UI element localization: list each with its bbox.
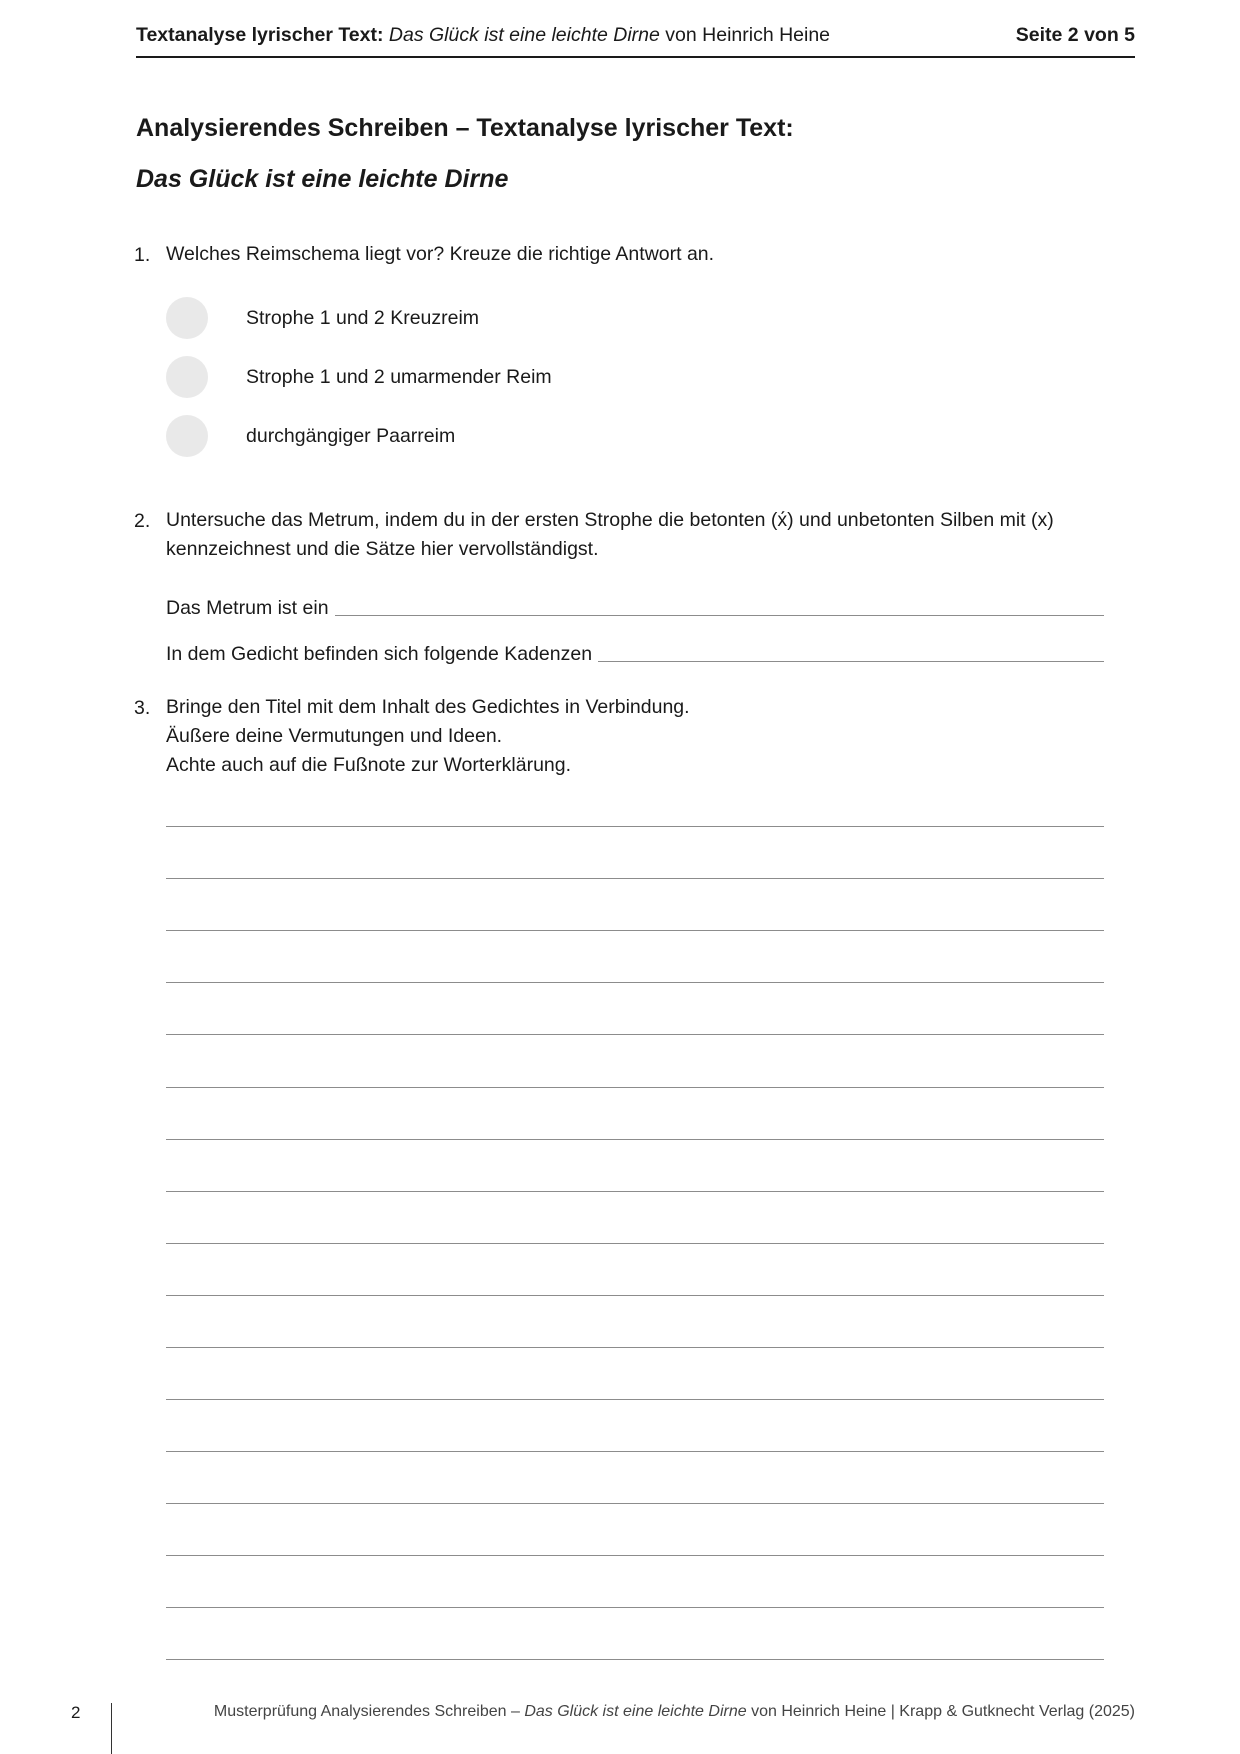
- task1-option-label: Strophe 1 und 2 umarmender Reim: [246, 365, 552, 388]
- footer-divider: [111, 1703, 112, 1754]
- answer-line[interactable]: [166, 930, 1104, 931]
- metrum-answer-field[interactable]: [335, 613, 1104, 616]
- task1-option-3[interactable]: [166, 415, 666, 457]
- answer-line[interactable]: [166, 1399, 1104, 1400]
- answer-line[interactable]: [166, 1139, 1104, 1140]
- task1-option-label: durchgängiger Paarreim: [246, 424, 456, 447]
- footer-text: [214, 1703, 1135, 1721]
- header-page-info: Seite 2 von 5: [1015, 24, 1135, 46]
- answer-line[interactable]: [166, 1295, 1104, 1296]
- kadenzen-answer-field[interactable]: [598, 659, 1104, 662]
- task1-question: Welches Reimschema liegt vor? Kreuze die richtige Antwort an.: [166, 243, 715, 265]
- footer-text-before: Musterprüfung Analysierendes Schreiben –: [213, 1703, 520, 1720]
- fill-label-metrum: Das Metrum ist ein: [166, 597, 329, 619]
- footer-page-number: 2: [71, 1703, 81, 1722]
- answer-line[interactable]: [166, 1034, 1104, 1035]
- task3-line1: Bringe den Titel mit dem Inhalt des Gedichtes in Verbindung.: [166, 696, 690, 718]
- task1-option-1[interactable]: [166, 297, 666, 339]
- footer-text-italic: Das Glück ist eine leichte Dirne: [524, 1703, 747, 1720]
- answer-line[interactable]: [166, 878, 1104, 879]
- answer-line[interactable]: [166, 1503, 1104, 1504]
- answer-line[interactable]: [166, 1451, 1104, 1452]
- task1-option-label: Strophe 1 und 2 Kreuzreim: [246, 306, 480, 329]
- radio-circle-icon[interactable]: [166, 356, 208, 398]
- task2-fill-kadenzen: [166, 638, 1104, 668]
- header-title-italic: Das Glück ist eine leichte Dirne: [388, 24, 660, 46]
- fill-label-kadenzen: In dem Gedicht befinden sich folgende Kadenzen: [166, 643, 593, 665]
- header-title: [136, 24, 830, 47]
- answer-line[interactable]: [166, 1659, 1104, 1660]
- footer-text-after: von Heinrich Heine | Krapp & Gutknecht Verlag (2025): [751, 1703, 1135, 1720]
- poem-title: Das Glück ist eine leichte Dirne: [136, 165, 509, 193]
- answer-line[interactable]: [166, 1555, 1104, 1556]
- task3-number: 3.: [134, 697, 151, 719]
- task1-number: 1.: [134, 244, 151, 266]
- radio-circle-icon[interactable]: [166, 415, 208, 457]
- header-title-bold: Textanalyse lyrischer Text:: [136, 24, 384, 46]
- header-title-author: von Heinrich Heine: [665, 24, 831, 46]
- answer-line[interactable]: [166, 982, 1104, 983]
- radio-circle-icon[interactable]: [166, 297, 208, 339]
- page-header: [136, 22, 1135, 58]
- answer-line[interactable]: [166, 1087, 1104, 1088]
- task3-line2: Äußere deine Vermutungen und Ideen.: [166, 725, 503, 747]
- answer-line[interactable]: [166, 1347, 1104, 1348]
- answer-line[interactable]: [166, 1243, 1104, 1244]
- answer-line[interactable]: [166, 1607, 1104, 1608]
- answer-line[interactable]: [166, 826, 1104, 827]
- task2-fill-metrum: [166, 592, 1104, 622]
- task2-question-line1: Untersuche das Metrum, indem du in der ersten Strophe die betonten (x́) und unbetonten Silben mit (x): [166, 509, 1054, 531]
- task2-question-line2: kennzeichnest und die Sätze hier vervollständigst.: [166, 538, 599, 560]
- answer-line[interactable]: [166, 1191, 1104, 1192]
- task2-number: 2.: [134, 510, 151, 532]
- task1-option-2[interactable]: [166, 356, 666, 398]
- task3-line3: Achte auch auf die Fußnote zur Worterklärung.: [166, 754, 572, 776]
- page-title: Analysierendes Schreiben – Textanalyse lyrischer Text:: [136, 114, 794, 142]
